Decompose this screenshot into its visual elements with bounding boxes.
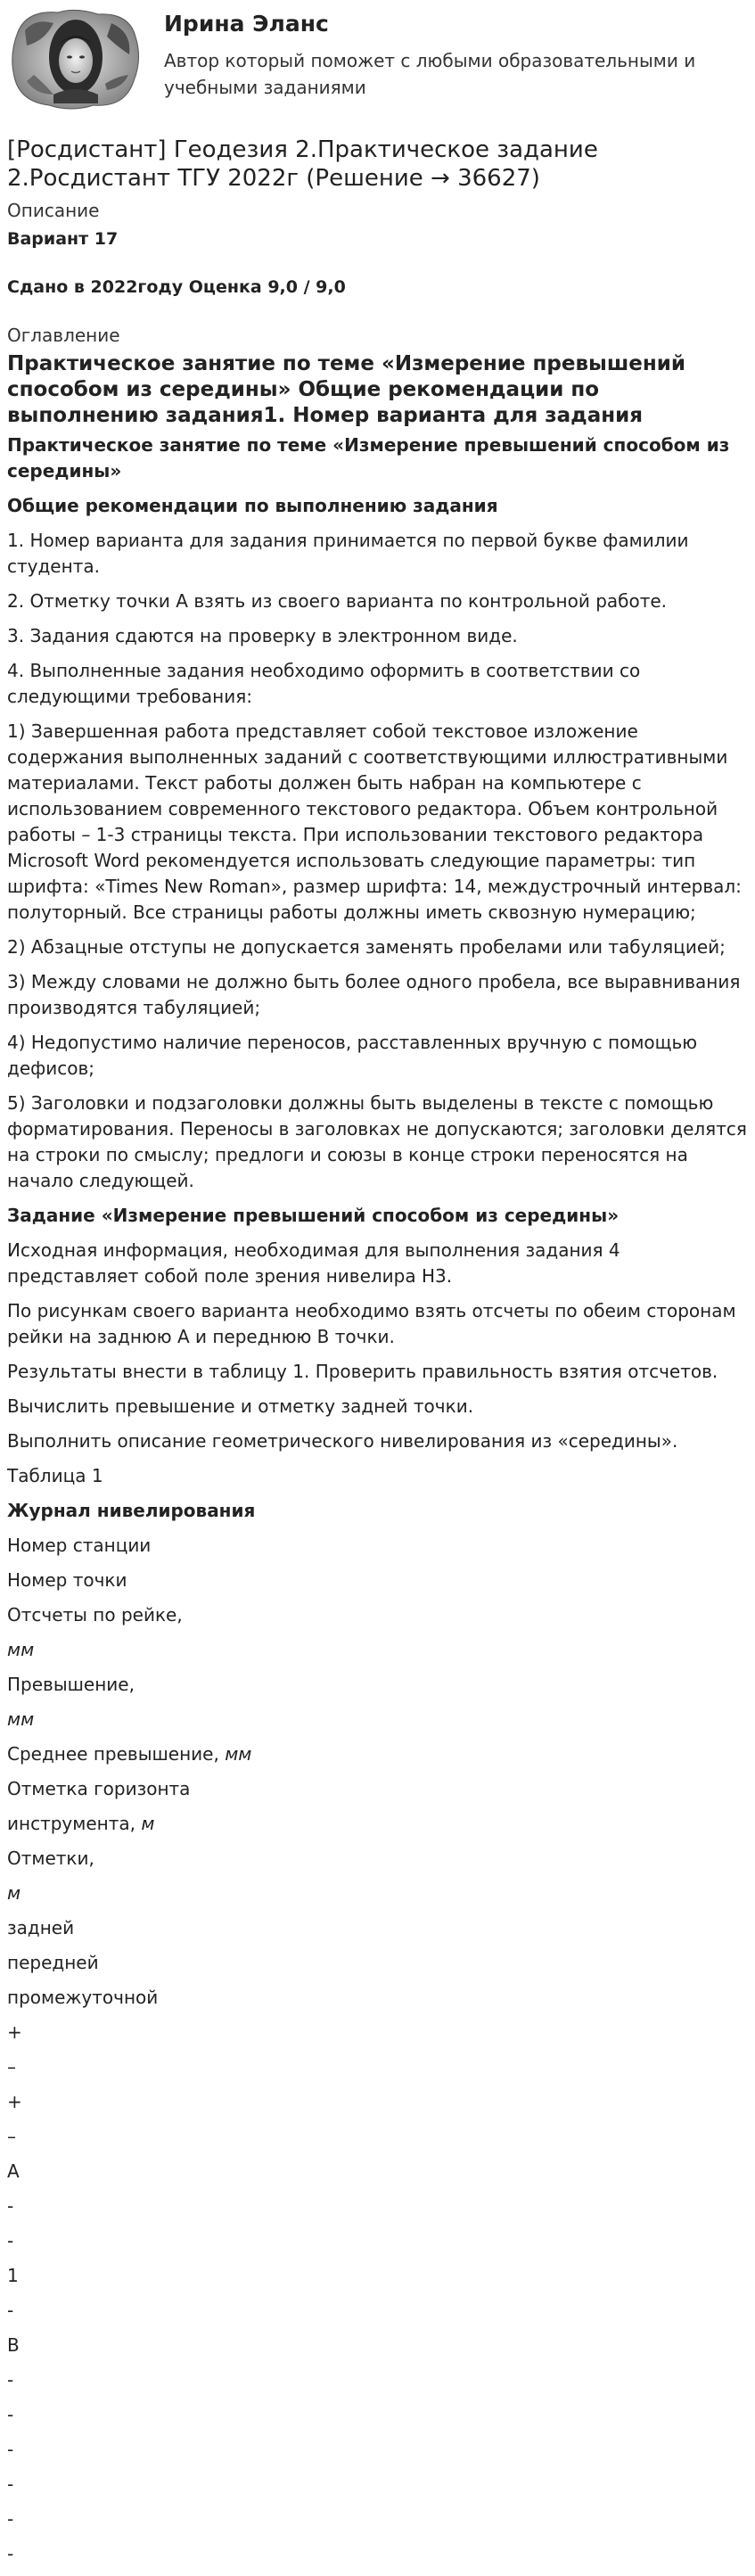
page-title: [Росдистант] Геодезия 2.Практическое задание 2.Росдистант ТГУ 2022г (Решение → 36627) <box>7 136 598 192</box>
table-cell: Номер точки <box>7 1569 127 1591</box>
table-cell: - <box>7 2404 14 2425</box>
table-cell: 1 <box>7 2265 19 2286</box>
table-cell: передней <box>7 1952 99 1973</box>
paragraph: Журнал нивелирования <box>7 1500 256 1521</box>
table-cell: инструмента, м <box>7 1813 155 1834</box>
paragraph: По рисункам своего варианта необходимо взять отсчеты по обеим сторонам рейки на заднюю А и переднюю В точки. <box>7 1300 736 1347</box>
table-cell: Отметка горизонта <box>7 1778 191 1799</box>
table-cell: мм <box>7 1708 35 1730</box>
table-cell: – <box>7 2056 16 2078</box>
toc-text: Практическое занятие по теме «Измерение превышений способом из середины» Общие рекомендации по выполнению задания1. Номер варианта для задания <box>7 352 685 427</box>
table-cell: А <box>7 2160 20 2182</box>
spacer <box>7 303 748 319</box>
table-cell: промежуточной <box>7 1987 159 2008</box>
paragraph: Таблица 1 <box>7 1465 103 1486</box>
spacer <box>7 255 748 271</box>
table-cell: - <box>7 2230 14 2251</box>
table-cell: + <box>7 2021 22 2043</box>
author-name[interactable]: Ирина Эланс <box>164 11 329 37</box>
table-cell: + <box>7 2091 22 2112</box>
table-cell: Среднее превышение, мм <box>7 1743 252 1765</box>
table-cell: - <box>7 2439 14 2460</box>
table-cell: Превышение, <box>7 1674 135 1695</box>
table-cell: - <box>7 2543 14 2564</box>
table-cell: задней <box>7 1917 75 1938</box>
paragraph: 2. Отметку точки А взять из своего варианта по контрольной работе. <box>7 590 668 612</box>
paragraph: 1) Завершенная работа представляет собой текстовое изложение содержания выполненных заданий с соответствующими иллюстративными материалами. Текст работы должен быть набран на компьютере с использованием современного текстового редактора. Объем контрольной работы – 1-3 страницы текста. При использовании текстового редактора Microsoft Word рекомендуется использовать следующие параметры: тип шрифта: «Times New Roman», размер шрифта: 14, междустрочный интервал: полуторный. Все страницы работы должны иметь сквозную нумерацию; <box>7 720 742 923</box>
paragraph: 3) Между словами не должно быть более одного пробела, все выравнивания производятся табуляцией; <box>7 971 741 1018</box>
variant-text: Вариант 17 <box>7 229 119 249</box>
table-cell: - <box>7 2508 14 2530</box>
paragraph: 3. Задания сдаются на проверку в электронном виде. <box>7 625 518 646</box>
author-info <box>164 5 699 101</box>
paragraph: Общие рекомендации по выполнению задания <box>7 495 498 516</box>
table-cell: - <box>7 2195 14 2217</box>
description-label: Описание <box>7 200 100 221</box>
submitted-text: Сдано в 2022году Оценка 9,0 / 9,0 <box>7 277 346 297</box>
table-cell: Отсчеты по рейке, <box>7 1604 183 1625</box>
avatar-image <box>9 5 143 114</box>
table-cell: м <box>7 1882 21 1904</box>
paragraph: Задание «Измерение превышений способом из середины» <box>7 1205 620 1226</box>
toc-label: Оглавление <box>7 325 120 346</box>
table-journal <box>7 1533 748 2567</box>
paragraph: 5) Заголовки и подзаголовки должны быть выделены в тексте с помощью форматирования. Переносы в заголовках не допускаются; заголовки делятся на строки по смыслу; предлоги и союзы в конце строки переносятся на начало следующей. <box>7 1092 747 1191</box>
paragraph: Исходная информация, необходимая для выполнения задания 4 представляет собой поле зрения нивелира Н3. <box>7 1239 620 1287</box>
avatar[interactable] <box>9 5 143 114</box>
author-description: Автор который поможет с любыми образовательными и учебными заданиями <box>164 50 696 98</box>
paragraph: 4. Выполненные задания необходимо оформить в соответствии со следующими требования: <box>7 660 641 707</box>
paragraph: Вычислить превышение и отметку задней точки. <box>7 1395 474 1417</box>
paragraph: Практическое занятие по теме «Измерение превышений способом из середины» <box>7 434 730 481</box>
table-cell: В <box>7 2334 20 2356</box>
author-card <box>7 0 748 119</box>
table-cell: - <box>7 2300 14 2321</box>
paragraph: 4) Недопустимо наличие переносов, расставленных вручную с помощью дефисов; <box>7 1032 698 1079</box>
paragraph: Выполнить описание геометрического нивелирования из «середины». <box>7 1430 678 1452</box>
table-cell: - <box>7 2369 14 2391</box>
table-cell: Отметки, <box>7 1848 94 1869</box>
table-cell: - <box>7 2473 14 2495</box>
table-cell: – <box>7 2126 16 2147</box>
table-cell: мм <box>7 1639 35 1660</box>
document-body <box>7 432 748 1524</box>
paragraph: 1. Номер варианта для задания принимается по первой букве фамилии студента. <box>7 530 689 577</box>
paragraph: Результаты внести в таблицу 1. Проверить правильность взятия отсчетов. <box>7 1361 718 1382</box>
paragraph: 2) Абзацные отступы не допускается заменять пробелами или табуляцией; <box>7 936 726 958</box>
table-cell: Номер станции <box>7 1535 152 1556</box>
